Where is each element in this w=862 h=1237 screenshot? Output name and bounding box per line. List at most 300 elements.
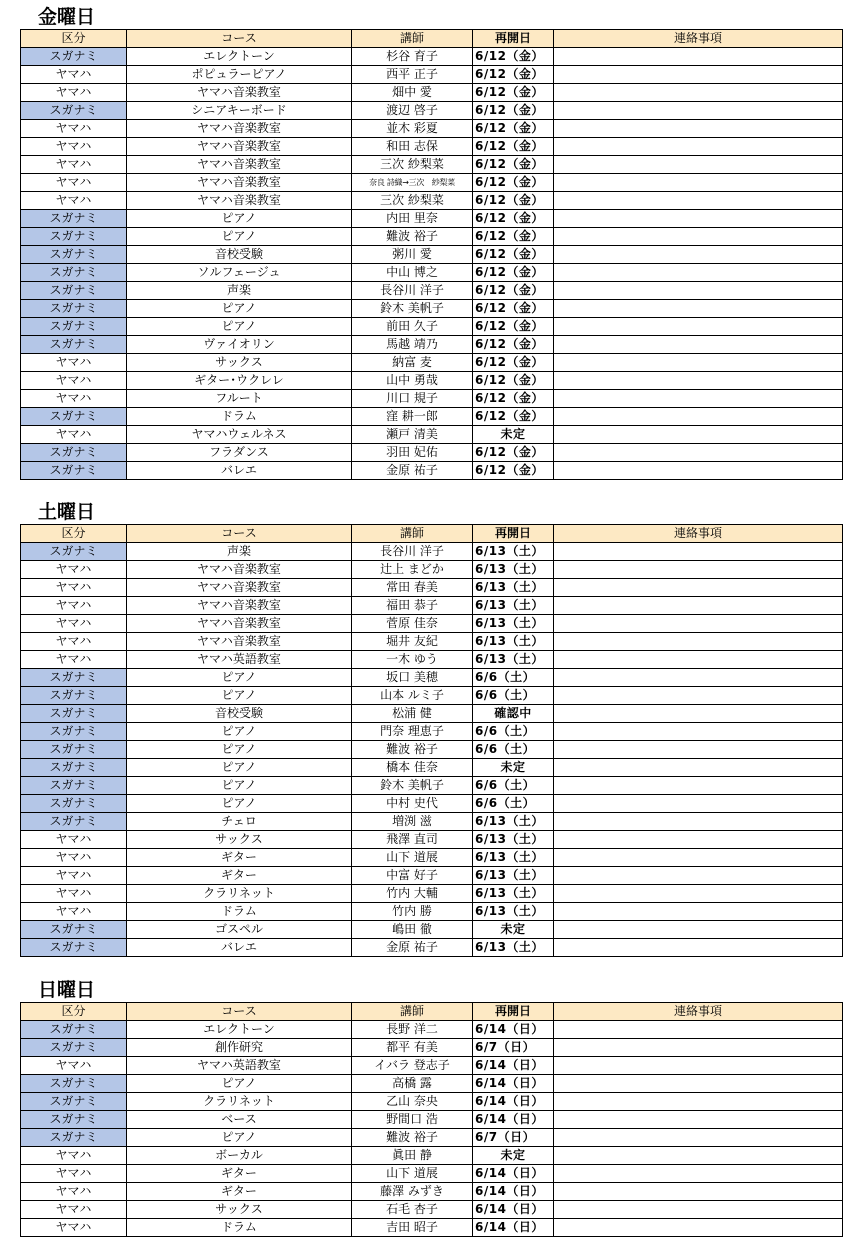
header-row [21,525,843,543]
notes-cell [554,777,843,795]
kubun-cell: ヤマハ [21,354,127,372]
table-row [21,354,843,372]
reopen-date-cell: 6/6（土） [473,723,554,741]
notes-cell [554,867,843,885]
reopen-date-cell: 6/12（金） [473,66,554,84]
schedule-table [20,29,843,480]
kubun-cell: スガナミ [21,1021,127,1039]
kubun-cell: スガナミ [21,705,127,723]
teacher-cell: 乙山 奈央 [352,1093,473,1111]
kubun-cell: ヤマハ [21,372,127,390]
teacher-cell: 畑中 愛 [352,84,473,102]
schedule-table [20,524,843,957]
kubun-cell: ヤマハ [21,561,127,579]
header-notes: 連絡事項 [554,30,843,48]
reopen-date-cell: 6/12（金） [473,408,554,426]
teacher-cell: 金原 祐子 [352,462,473,480]
header-reopen: 再開日 [473,1003,554,1021]
reopen-date-cell: 6/12（金） [473,318,554,336]
reopen-date-cell: 6/13（土） [473,831,554,849]
course-cell: ピアノ [127,669,352,687]
kubun-cell: スガナミ [21,669,127,687]
teacher-cell: 増渕 滋 [352,813,473,831]
table-row [21,1075,843,1093]
notes-cell [554,903,843,921]
notes-cell [554,156,843,174]
teacher-cell: 山下 道展 [352,849,473,867]
course-cell: エレクトーン [127,48,352,66]
reopen-date-cell: 6/13（土） [473,633,554,651]
table-row [21,120,843,138]
course-cell: ギター [127,1165,352,1183]
kubun-cell: スガナミ [21,939,127,957]
kubun-cell: ヤマハ [21,1201,127,1219]
notes-cell [554,192,843,210]
table-row [21,408,843,426]
teacher-cell: 難波 裕子 [352,1129,473,1147]
reopen-date-cell: 6/12（金） [473,192,554,210]
teacher-cell: 竹内 大輔 [352,885,473,903]
kubun-cell: スガナミ [21,300,127,318]
notes-cell [554,1129,843,1147]
course-cell: ピアノ [127,687,352,705]
table-row [21,903,843,921]
notes-cell [554,633,843,651]
table-row [21,102,843,120]
reopen-date-cell: 6/6（土） [473,795,554,813]
teacher-cell: 前田 久子 [352,318,473,336]
course-cell: ピアノ [127,759,352,777]
table-row [21,174,843,192]
table-row [21,741,843,759]
sunday-section [20,978,842,1237]
course-cell: ピアノ [127,210,352,228]
course-cell: ピアノ [127,1075,352,1093]
table-row [21,318,843,336]
notes-cell [554,282,843,300]
table-row [21,462,843,480]
reopen-date-cell: 6/12（金） [473,48,554,66]
course-cell: ポピュラーピアノ [127,66,352,84]
course-cell: ヤマハ音楽教室 [127,192,352,210]
kubun-cell: ヤマハ [21,633,127,651]
table-row [21,723,843,741]
notes-cell [554,390,843,408]
table-row [21,687,843,705]
kubun-cell: ヤマハ [21,579,127,597]
teacher-cell: 竹内 勝 [352,903,473,921]
table-row [21,192,843,210]
header-notes: 連絡事項 [554,1003,843,1021]
table-row [21,1039,843,1057]
teacher-cell: 馬越 靖乃 [352,336,473,354]
reopen-date-cell: 6/13（土） [473,939,554,957]
section-title: 日曜日 [38,979,96,1001]
notes-cell [554,462,843,480]
teacher-cell: 吉田 昭子 [352,1219,473,1237]
table-row [21,1021,843,1039]
kubun-cell: ヤマハ [21,615,127,633]
notes-cell [554,795,843,813]
notes-cell [554,921,843,939]
teacher-cell: 窪 耕一郎 [352,408,473,426]
table-row [21,300,843,318]
teacher-cell: 内田 里奈 [352,210,473,228]
notes-cell [554,354,843,372]
kubun-cell: ヤマハ [21,903,127,921]
notes-cell [554,48,843,66]
table-row [21,651,843,669]
teacher-cell: 長野 洋二 [352,1021,473,1039]
kubun-cell: スガナミ [21,921,127,939]
course-cell: ヤマハ音楽教室 [127,120,352,138]
course-cell: ゴスペル [127,921,352,939]
reopen-date-cell: 確認中 [473,705,554,723]
course-cell: ヤマハ音楽教室 [127,138,352,156]
teacher-cell: 中富 好子 [352,867,473,885]
course-cell: ヤマハウェルネス [127,426,352,444]
header-row [21,30,843,48]
reopen-date-cell: 6/14（日） [473,1219,554,1237]
teacher-cell: 橋本 佳奈 [352,759,473,777]
kubun-cell: ヤマハ [21,390,127,408]
reopen-date-cell: 6/13（土） [473,903,554,921]
table-row [21,579,843,597]
course-cell: ピアノ [127,795,352,813]
notes-cell [554,174,843,192]
reopen-date-cell: 6/12（金） [473,462,554,480]
course-cell: ピアノ [127,228,352,246]
course-cell: ヤマハ音楽教室 [127,174,352,192]
reopen-date-cell: 6/13（土） [473,813,554,831]
course-cell: ヤマハ英語教室 [127,1057,352,1075]
reopen-date-cell: 6/12（金） [473,174,554,192]
kubun-cell: ヤマハ [21,426,127,444]
kubun-cell: スガナミ [21,813,127,831]
table-row [21,831,843,849]
kubun-cell: ヤマハ [21,651,127,669]
teacher-cell: 難波 裕子 [352,228,473,246]
teacher-cell: 山本 ルミ子 [352,687,473,705]
course-cell: フルート [127,390,352,408]
teacher-cell: 石毛 杏子 [352,1201,473,1219]
reopen-date-cell: 6/12（金） [473,264,554,282]
reopen-date-cell: 6/12（金） [473,444,554,462]
reopen-date-cell: 6/12（金） [473,228,554,246]
teacher-cell: 眞田 静 [352,1147,473,1165]
course-cell: ギター [127,1183,352,1201]
header-kubun: 区分 [21,525,127,543]
header-course: コース [127,1003,352,1021]
course-cell: ソルフェージュ [127,264,352,282]
notes-cell [554,759,843,777]
kubun-cell: スガナミ [21,741,127,759]
course-cell: ヤマハ音楽教室 [127,615,352,633]
reopen-date-cell: 6/6（土） [473,777,554,795]
reopen-date-cell: 6/12（金） [473,372,554,390]
table-row [21,1219,843,1237]
table-row [21,246,843,264]
table-row [21,390,843,408]
notes-cell [554,597,843,615]
notes-cell [554,1183,843,1201]
course-cell: エレクトーン [127,1021,352,1039]
table-row [21,66,843,84]
kubun-cell: ヤマハ [21,1057,127,1075]
reopen-date-cell: 6/14（日） [473,1075,554,1093]
notes-cell [554,831,843,849]
table-row [21,1111,843,1129]
course-cell: 声楽 [127,282,352,300]
teacher-cell: 金原 祐子 [352,939,473,957]
table-row [21,1147,843,1165]
table-row [21,849,843,867]
teacher-cell: 並木 彩夏 [352,120,473,138]
reopen-date-cell: 6/12（金） [473,300,554,318]
saturday-section [20,500,842,957]
reopen-date-cell: 6/12（金） [473,84,554,102]
teacher-cell: 渡辺 啓子 [352,102,473,120]
notes-cell [554,1219,843,1237]
course-cell: ギター･ウクレレ [127,372,352,390]
kubun-cell: ヤマハ [21,1183,127,1201]
teacher-cell: 松浦 健 [352,705,473,723]
reopen-date-cell: 6/12（金） [473,354,554,372]
notes-cell [554,228,843,246]
kubun-cell: ヤマハ [21,867,127,885]
teacher-cell: 菅原 佳奈 [352,615,473,633]
notes-cell [554,561,843,579]
course-cell: ドラム [127,1219,352,1237]
reopen-date-cell: 6/13（土） [473,579,554,597]
course-cell: クラリネット [127,1093,352,1111]
course-cell: 音校受験 [127,246,352,264]
table-row [21,444,843,462]
course-cell: 声楽 [127,543,352,561]
table-row [21,543,843,561]
kubun-cell: スガナミ [21,795,127,813]
table-row [21,138,843,156]
teacher-cell: 門奈 理恵子 [352,723,473,741]
reopen-date-cell: 6/12（金） [473,138,554,156]
course-cell: ピアノ [127,777,352,795]
kubun-cell: スガナミ [21,318,127,336]
notes-cell [554,579,843,597]
notes-cell [554,1201,843,1219]
notes-cell [554,336,843,354]
course-cell: ボーカル [127,1147,352,1165]
course-cell: ヴァイオリン [127,336,352,354]
kubun-cell: ヤマハ [21,192,127,210]
course-cell: ヤマハ英語教室 [127,651,352,669]
reopen-date-cell: 6/12（金） [473,156,554,174]
notes-cell [554,84,843,102]
kubun-cell: スガナミ [21,444,127,462]
notes-cell [554,651,843,669]
table-row [21,561,843,579]
section-title: 土曜日 [38,501,96,523]
kubun-cell: スガナミ [21,1111,127,1129]
header-kubun: 区分 [21,1003,127,1021]
teacher-cell: 和田 志保 [352,138,473,156]
teacher-cell: 辻上 まどか [352,561,473,579]
teacher-cell: 鈴木 美帆子 [352,777,473,795]
kubun-cell: スガナミ [21,282,127,300]
teacher-cell: 常田 春美 [352,579,473,597]
table-row [21,1183,843,1201]
notes-cell [554,426,843,444]
teacher-cell: 三次 紗梨菜 [352,156,473,174]
notes-cell [554,813,843,831]
course-cell: ベース [127,1111,352,1129]
reopen-date-cell: 未定 [473,759,554,777]
course-cell: ヤマハ音楽教室 [127,579,352,597]
teacher-cell: 杉谷 育子 [352,48,473,66]
notes-cell [554,723,843,741]
teacher-cell: 長谷川 洋子 [352,282,473,300]
teacher-cell: 納富 麦 [352,354,473,372]
notes-cell [554,318,843,336]
notes-cell [554,372,843,390]
reopen-date-cell: 6/13（土） [473,615,554,633]
kubun-cell: ヤマハ [21,120,127,138]
teacher-cell: 西平 正子 [352,66,473,84]
table-row [21,921,843,939]
kubun-cell: スガナミ [21,408,127,426]
table-row [21,372,843,390]
reopen-date-cell: 未定 [473,921,554,939]
reopen-date-cell: 6/14（日） [473,1021,554,1039]
table-row [21,84,843,102]
teacher-cell: 長谷川 洋子 [352,543,473,561]
course-cell: クラリネット [127,885,352,903]
reopen-date-cell: 6/12（金） [473,246,554,264]
table-row [21,669,843,687]
header-notes: 連絡事項 [554,525,843,543]
course-cell: ドラム [127,903,352,921]
header-row [21,1003,843,1021]
notes-cell [554,669,843,687]
kubun-cell: スガナミ [21,210,127,228]
table-row [21,705,843,723]
kubun-cell: ヤマハ [21,66,127,84]
kubun-cell: ヤマハ [21,1165,127,1183]
kubun-cell: スガナミ [21,759,127,777]
reopen-date-cell: 6/12（金） [473,102,554,120]
reopen-date-cell: 6/7（日） [473,1039,554,1057]
header-teacher: 講師 [352,525,473,543]
course-cell: サックス [127,1201,352,1219]
teacher-cell: イバラ 登志子 [352,1057,473,1075]
course-cell: サックス [127,831,352,849]
reopen-date-cell: 6/12（金） [473,120,554,138]
teacher-cell: 一木 ゆう [352,651,473,669]
course-cell: サックス [127,354,352,372]
reopen-date-cell: 6/13（土） [473,597,554,615]
kubun-cell: スガナミ [21,336,127,354]
course-cell: ヤマハ音楽教室 [127,561,352,579]
header-teacher: 講師 [352,30,473,48]
kubun-cell: ヤマハ [21,1219,127,1237]
table-row [21,336,843,354]
notes-cell [554,741,843,759]
reopen-date-cell: 6/13（土） [473,849,554,867]
header-course: コース [127,525,352,543]
friday-section [20,5,842,480]
table-row [21,759,843,777]
notes-cell [554,543,843,561]
reopen-date-cell: 6/6（土） [473,669,554,687]
course-cell: ヤマハ音楽教室 [127,597,352,615]
notes-cell [554,210,843,228]
table-row [21,210,843,228]
teacher-cell: 藤澤 みずき [352,1183,473,1201]
header-teacher: 講師 [352,1003,473,1021]
reopen-date-cell: 6/12（金） [473,282,554,300]
table-row [21,1129,843,1147]
table-row [21,813,843,831]
teacher-cell: 高橋 露 [352,1075,473,1093]
teacher-cell: 川口 規子 [352,390,473,408]
teacher-cell: 坂口 美穂 [352,669,473,687]
course-cell: 創作研究 [127,1039,352,1057]
header-reopen: 再開日 [473,30,554,48]
kubun-cell: スガナミ [21,1075,127,1093]
table-row [21,156,843,174]
kubun-cell: スガナミ [21,246,127,264]
kubun-cell: ヤマハ [21,156,127,174]
reopen-date-cell: 6/14（日） [473,1093,554,1111]
header-course: コース [127,30,352,48]
notes-cell [554,1093,843,1111]
kubun-cell: ヤマハ [21,138,127,156]
notes-cell [554,1165,843,1183]
table-row [21,1165,843,1183]
kubun-cell: スガナミ [21,462,127,480]
reopen-date-cell: 6/6（土） [473,741,554,759]
teacher-cell: 都平 有美 [352,1039,473,1057]
table-row [21,1093,843,1111]
reopen-date-cell: 6/13（土） [473,561,554,579]
kubun-cell: ヤマハ [21,597,127,615]
table-row [21,48,843,66]
teacher-cell: 奈良 詩織→三次 紗梨菜 [352,174,473,192]
teacher-cell: 山下 道展 [352,1165,473,1183]
course-cell: ドラム [127,408,352,426]
reopen-date-cell: 6/13（土） [473,885,554,903]
kubun-cell: スガナミ [21,777,127,795]
reopen-date-cell: 未定 [473,1147,554,1165]
kubun-cell: スガナミ [21,48,127,66]
notes-cell [554,66,843,84]
notes-cell [554,705,843,723]
notes-cell [554,102,843,120]
reopen-date-cell: 6/13（土） [473,543,554,561]
kubun-cell: スガナミ [21,543,127,561]
table-row [21,939,843,957]
reopen-date-cell: 6/13（土） [473,651,554,669]
reopen-date-cell: 6/14（日） [473,1201,554,1219]
table-row [21,777,843,795]
kubun-cell: スガナミ [21,1093,127,1111]
kubun-cell: スガナミ [21,1129,127,1147]
reopen-date-cell: 6/12（金） [473,336,554,354]
teacher-cell: 福田 恭子 [352,597,473,615]
course-cell: ピアノ [127,723,352,741]
notes-cell [554,120,843,138]
notes-cell [554,1057,843,1075]
teacher-cell: 鈴木 美帆子 [352,300,473,318]
